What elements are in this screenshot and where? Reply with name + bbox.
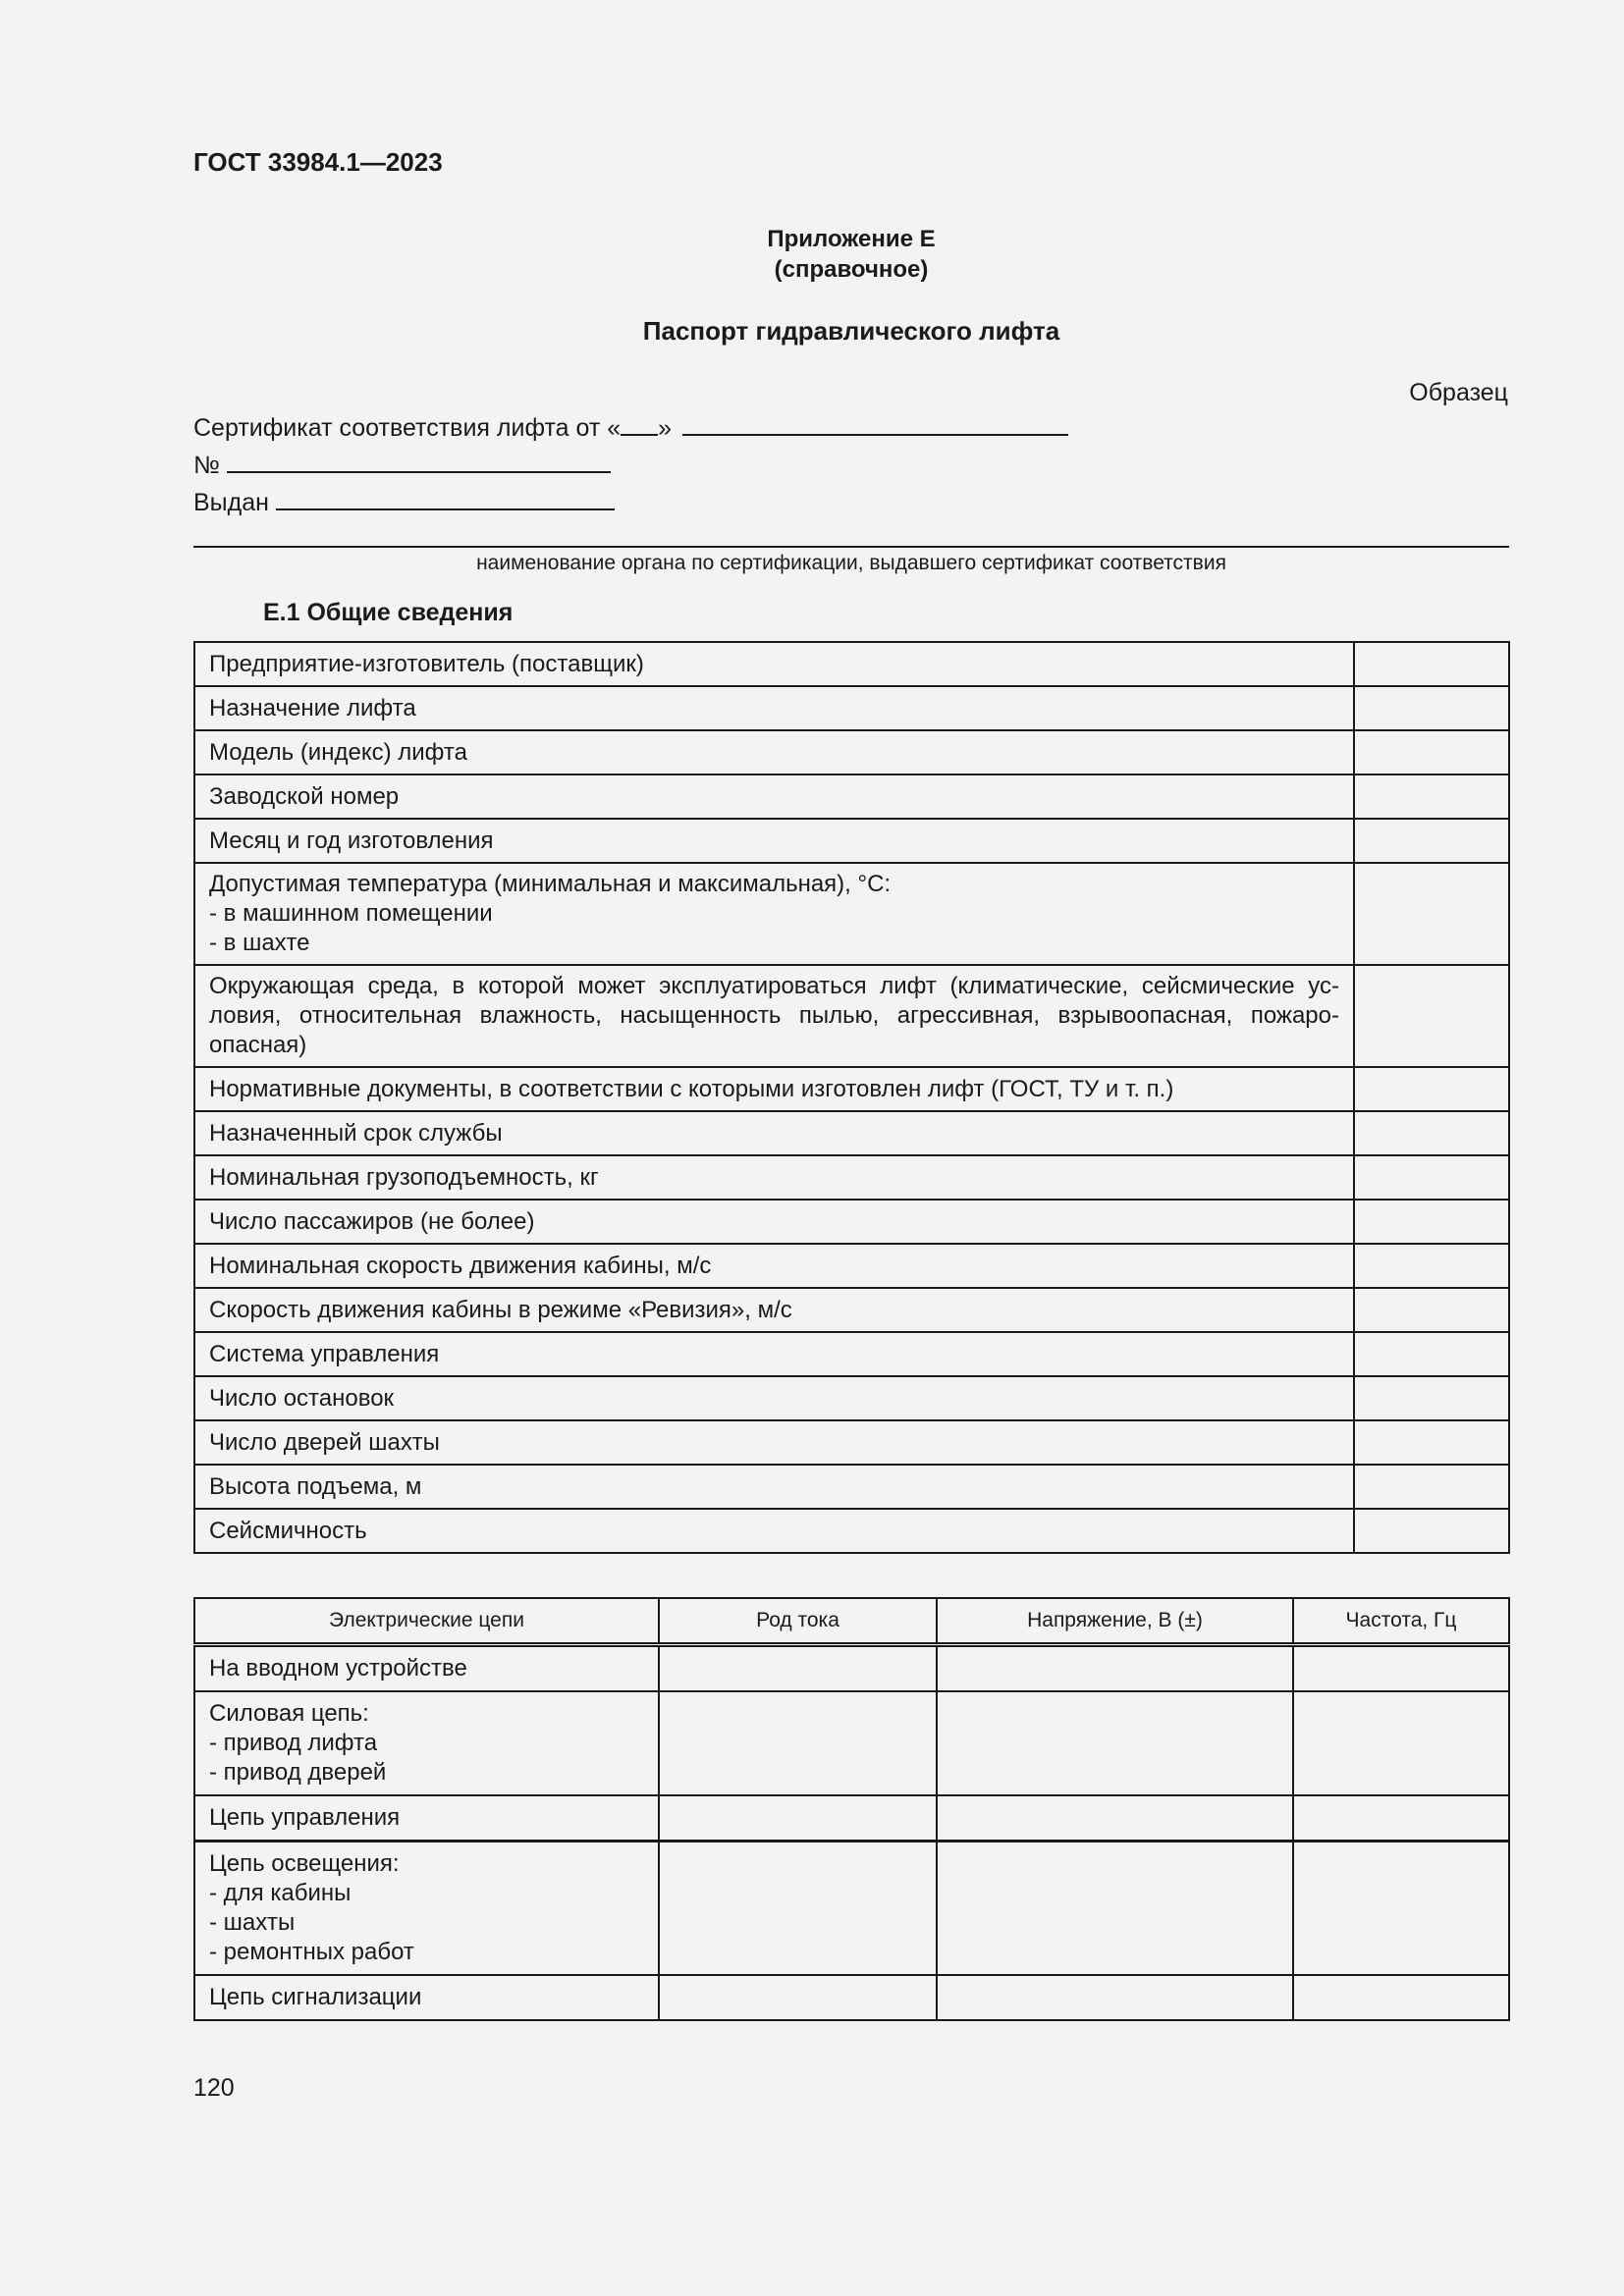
row-label: Система управления bbox=[194, 1332, 1354, 1376]
value-cell bbox=[937, 1842, 1293, 1976]
value-cell bbox=[1293, 1645, 1509, 1692]
value-cell bbox=[1354, 863, 1509, 965]
table-row bbox=[194, 1842, 1509, 1976]
table-row bbox=[194, 1288, 1509, 1332]
issued-line bbox=[193, 485, 615, 517]
appendix-label: Приложение Е bbox=[767, 226, 936, 252]
table-row bbox=[194, 730, 1509, 774]
value-cell bbox=[1354, 819, 1509, 863]
value-cell bbox=[659, 1842, 937, 1976]
row-label-line: Допустимая температура (минимальная и максимальная), °С: bbox=[209, 871, 892, 897]
row-label: Высота подъема, м bbox=[194, 1465, 1354, 1509]
row-label-line: - в машинном помещении bbox=[209, 900, 493, 927]
table-row bbox=[194, 1420, 1509, 1465]
row-label: Модель (индекс) лифта bbox=[194, 730, 1354, 774]
value-cell bbox=[1293, 1975, 1509, 2020]
general-info-table bbox=[193, 641, 1510, 1554]
value-cell bbox=[937, 1691, 1293, 1795]
table-row bbox=[194, 1376, 1509, 1420]
table-row bbox=[194, 1975, 1509, 2020]
table-row bbox=[194, 1200, 1509, 1244]
row-label: Цепь управления bbox=[194, 1795, 659, 1842]
row-label-line: - в шахте bbox=[209, 930, 310, 956]
certificate-line bbox=[193, 410, 1068, 443]
row-label-line: - привод лифта bbox=[209, 1730, 378, 1756]
value-cell bbox=[1354, 1155, 1509, 1200]
value-cell bbox=[1354, 1200, 1509, 1244]
row-label: Число дверей шахты bbox=[194, 1420, 1354, 1465]
table-row bbox=[194, 1645, 1509, 1692]
row-label: Номинальная грузоподъемность, кг bbox=[194, 1155, 1354, 1200]
certificate-quote-close: » bbox=[658, 414, 673, 442]
row-label-line: Цепь освещения: bbox=[209, 1850, 400, 1877]
issued-blank bbox=[276, 485, 615, 510]
value-cell bbox=[659, 1645, 937, 1692]
value-cell bbox=[937, 1645, 1293, 1692]
page-number: 120 bbox=[193, 2074, 235, 2102]
section-title: Е.1 Общие сведения bbox=[263, 599, 514, 626]
certificate-date-blank bbox=[682, 410, 1068, 436]
row-label: Нормативные документы, в соответствии с которыми изготовлен лифт (ГОСТ, ТУ и т. п.) bbox=[194, 1067, 1354, 1111]
row-label: Номинальная скорость движения кабины, м/с bbox=[194, 1244, 1354, 1288]
row-label: Месяц и год изготовления bbox=[194, 819, 1354, 863]
row-label: Окружающая среда, в которой может эксплуатироваться лифт (климатические, сейсмические условия, относительная влажность, насыщенность пылью, агрессивная, взрывоопасная, пожароопасная) bbox=[194, 965, 1354, 1067]
row-label-line: - шахты bbox=[209, 1909, 296, 1936]
table-row bbox=[194, 819, 1509, 863]
table-row bbox=[194, 1332, 1509, 1376]
table-row bbox=[194, 863, 1509, 965]
table-header-row bbox=[194, 1598, 1509, 1645]
row-label: Число пассажиров (не более) bbox=[194, 1200, 1354, 1244]
issued-label: Выдан bbox=[193, 489, 269, 516]
value-cell bbox=[937, 1975, 1293, 2020]
value-cell bbox=[1354, 686, 1509, 730]
certificate-number-line bbox=[193, 448, 611, 480]
row-label: Скорость движения кабины в режиме «Ревизия», м/с bbox=[194, 1288, 1354, 1332]
row-label bbox=[194, 1842, 659, 1976]
table-row bbox=[194, 642, 1509, 686]
column-header: Напряжение, В (±) bbox=[937, 1598, 1293, 1645]
table-row bbox=[194, 1111, 1509, 1155]
row-label-line: - привод дверей bbox=[209, 1759, 387, 1786]
value-cell bbox=[1354, 965, 1509, 1067]
value-cell bbox=[1354, 1465, 1509, 1509]
value-cell bbox=[1354, 1111, 1509, 1155]
table-row bbox=[194, 1465, 1509, 1509]
value-cell bbox=[1354, 774, 1509, 819]
row-label: Число остановок bbox=[194, 1376, 1354, 1420]
table-row bbox=[194, 1691, 1509, 1795]
value-cell bbox=[937, 1795, 1293, 1842]
page-title: Паспорт гидравлического лифта bbox=[642, 316, 1060, 346]
table-row bbox=[194, 1155, 1509, 1200]
certificate-day-blank bbox=[621, 410, 658, 436]
value-cell bbox=[1354, 1420, 1509, 1465]
row-label: Сейсмичность bbox=[194, 1509, 1354, 1553]
certificate-number-blank bbox=[227, 448, 611, 473]
value-cell bbox=[659, 1795, 937, 1842]
value-cell bbox=[1293, 1795, 1509, 1842]
row-label: Цепь сигнализации bbox=[194, 1975, 659, 2020]
value-cell bbox=[1293, 1842, 1509, 1976]
table-row bbox=[194, 1067, 1509, 1111]
value-cell bbox=[1354, 1332, 1509, 1376]
table-row bbox=[194, 1244, 1509, 1288]
certification-body-rule bbox=[193, 546, 1509, 548]
table-row bbox=[194, 965, 1509, 1067]
sample-label: Образец bbox=[1409, 379, 1508, 406]
table-row bbox=[194, 774, 1509, 819]
column-header: Электрические цепи bbox=[194, 1598, 659, 1645]
value-cell bbox=[1354, 1376, 1509, 1420]
number-label: № bbox=[193, 452, 220, 479]
row-label: Заводской номер bbox=[194, 774, 1354, 819]
document-code: ГОСТ 33984.1—2023 bbox=[193, 147, 443, 177]
value-cell bbox=[1354, 730, 1509, 774]
row-label: На вводном устройстве bbox=[194, 1645, 659, 1692]
value-cell bbox=[659, 1691, 937, 1795]
value-cell bbox=[1293, 1691, 1509, 1795]
row-label-line: - ремонтных работ bbox=[209, 1939, 414, 1965]
row-label-line: Силовая цепь: bbox=[209, 1700, 369, 1727]
column-header: Род тока bbox=[659, 1598, 937, 1645]
value-cell bbox=[1354, 1244, 1509, 1288]
row-label bbox=[194, 1691, 659, 1795]
table-row bbox=[194, 686, 1509, 730]
column-header: Частота, Гц bbox=[1293, 1598, 1509, 1645]
appendix-heading bbox=[0, 224, 1624, 285]
value-cell bbox=[1354, 1067, 1509, 1111]
table-row bbox=[194, 1795, 1509, 1842]
row-label: Назначенный срок службы bbox=[194, 1111, 1354, 1155]
row-label-line: - для кабины bbox=[209, 1880, 352, 1906]
certification-body-caption: наименование органа по сертификации, выдавшего сертификат соответствия bbox=[476, 552, 1226, 574]
table-row bbox=[194, 1509, 1509, 1553]
electrical-circuits-table bbox=[193, 1597, 1510, 2021]
certificate-label: Сертификат соответствия лифта от « bbox=[193, 414, 622, 442]
value-cell bbox=[1354, 642, 1509, 686]
row-label bbox=[194, 863, 1354, 965]
value-cell bbox=[1354, 1288, 1509, 1332]
value-cell bbox=[1354, 1509, 1509, 1553]
value-cell bbox=[659, 1975, 937, 2020]
appendix-type: (справочное) bbox=[774, 256, 929, 283]
row-label: Назначение лифта bbox=[194, 686, 1354, 730]
row-label: Предприятие-изготовитель (поставщик) bbox=[194, 642, 1354, 686]
